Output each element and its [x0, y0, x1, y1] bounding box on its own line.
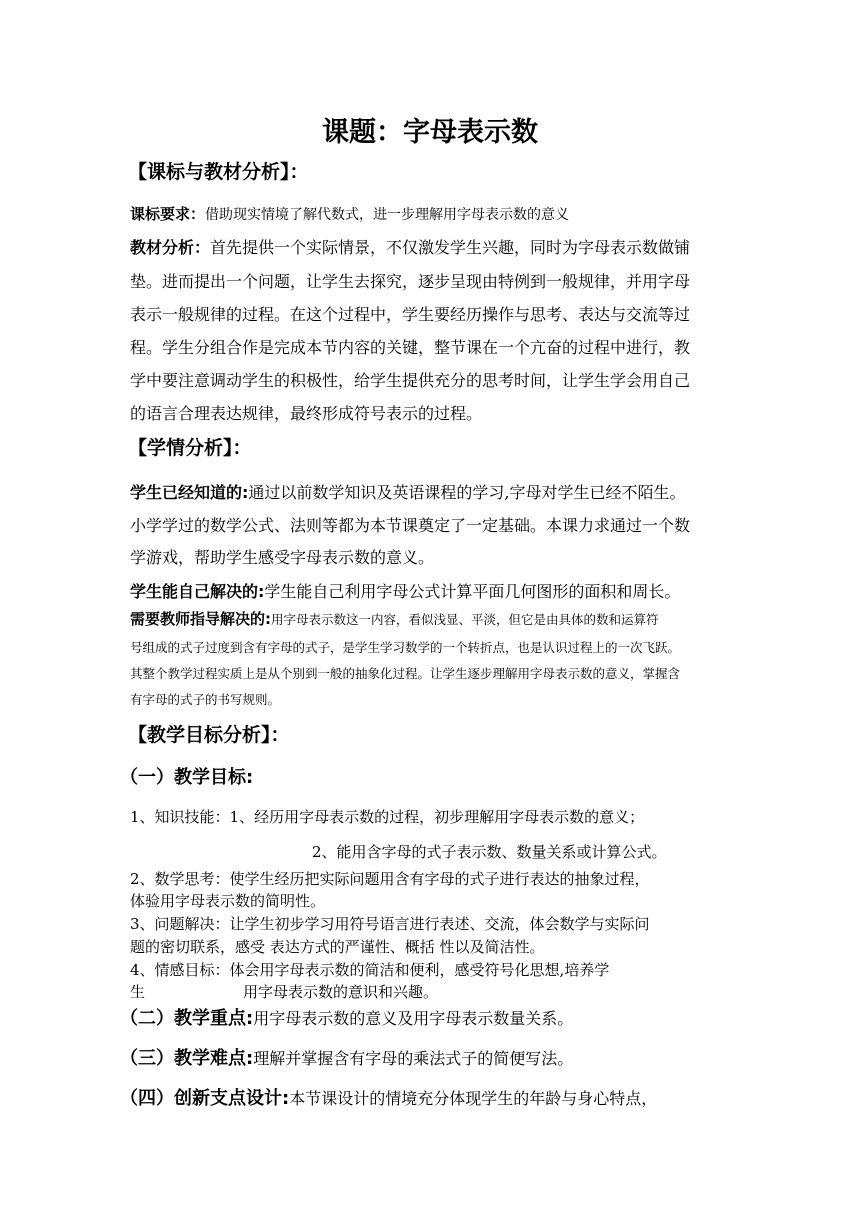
difficulty-text: 理解并掌握含有字母的乘法式子的简便写法。: [253, 1049, 574, 1068]
paragraph-line: 程。学生分组合作是完成本节内容的关键，整节课在一个亢奋的过程中进行，教: [130, 338, 691, 357]
teacher-guide-label: 需要教师指导解决的:: [130, 610, 271, 628]
paragraph-line: 表示一般规律的过程。在这个过程中，学生要经历操作与思考、表达与交流等过: [130, 305, 691, 324]
key-point-text: 用字母表示数的意义及用字母表示数量关系。: [253, 1009, 574, 1028]
curriculum-requirement-label: 课标要求：: [130, 205, 206, 223]
difficulty-line: [120, 1044, 573, 1070]
self-solve-line: 学生能自己解决的:学生能自己利用字母公式计算平面几何图形的面积和周长。: [130, 582, 681, 601]
goal-line: 用字母表示数的意识和兴趣。: [243, 983, 439, 1001]
self-solve-label: 学生能自己解决的:: [130, 582, 265, 601]
goal-line: 体验用字母表示数的简明性。: [130, 892, 326, 910]
known-line: 学生已经知道的:通过以前数学知识及英语课程的学习,字母对学生已经不陌生。: [130, 483, 686, 502]
goal-line: 3、问题解决：让学生初步学习用符号语言进行表述、交流，体会数学与实际问: [130, 915, 650, 933]
key-point-line: [120, 1004, 573, 1030]
section-heading-teaching-goals: 【教学目标分析】：: [128, 724, 290, 746]
paragraph-line: 的语言合理表达规律，最终形成符号表示的过程。: [130, 404, 483, 423]
section-heading-curriculum: 【课标与教材分析】：: [128, 161, 309, 183]
curriculum-requirement: [130, 203, 569, 224]
goal-line: 生: [130, 983, 146, 1001]
known-label: 学生已经知道的:: [130, 483, 249, 502]
goal-line: 1、知识技能：1、经历用字母表示数的过程，初步理解用字母表示数的意义；: [130, 808, 645, 826]
innovation-text: 本节课设计的情境充分体现学生的年龄与身心特点，: [289, 1089, 658, 1108]
material-analysis-line: 教材分析：首先提供一个实际情景，不仅激发学生兴趣，同时为字母表示数做铺: [130, 238, 691, 257]
section-heading-learner-analysis: 【学情分析】：: [128, 437, 252, 459]
innovation-line: [120, 1084, 657, 1110]
goal-line: 题的密切联系，感受 表达方式的严谨性、概括 性以及简洁性。: [130, 938, 545, 956]
paragraph-line: 有字母的式子的书写规则。: [130, 692, 281, 707]
teacher-guide-line: 需要教师指导解决的:用字母表示数这一内容，看似浅显、平淡，但它是由具体的数和运算符: [130, 610, 659, 628]
paragraph-line: 小学学过的数学公式、法则等都为本节课奠定了一定基础。本课力求通过一个数: [130, 516, 691, 535]
paragraph-line: 其整个教学过程实质上是从个别到一般的抽象化过程。让学生逐步理解用字母表示数的意义，掌握含: [130, 666, 681, 681]
paragraph-line: 垫。进而提出一个问题，让学生去探究，逐步呈现由特例到一般规律，并用字母: [130, 272, 691, 291]
curriculum-requirement-text: 借助现实情境了解代数式，进一步理解用字母表示数的意义: [205, 207, 570, 223]
goal-line: 2、能用含字母的式子表示数、数量关系或计算公式。: [312, 843, 667, 861]
key-point-label: （二）教学重点:: [120, 1008, 254, 1029]
goal-line: 4、情感目标：体会用字母表示数的简洁和便利，感受符号化思想,培养学: [130, 961, 610, 979]
difficulty-label: （三）教学难点:: [120, 1048, 254, 1069]
subheading-goals: （一）教学目标:: [120, 767, 254, 788]
paragraph-line: 学游戏，帮助学生感受字母表示数的意义。: [130, 548, 435, 567]
material-analysis-label: 教材分析：: [130, 238, 211, 257]
innovation-label: （四）创新支点设计:: [120, 1088, 290, 1109]
goal-line: 2、数学思考：使学生经历把实际问题用含有字母的式子进行表达的抽象过程，: [130, 870, 650, 888]
page-title: 课题：字母表示数: [322, 117, 538, 148]
paragraph-line: 号组成的式子过度到含有字母的式子，是学生学习数学的一个转折点，也是认识过程上的一次飞跃。: [130, 640, 681, 655]
paragraph-line: 学中要注意调动学生的积极性，给学生提供充分的思考时间，让学生学会用自己: [130, 371, 691, 390]
